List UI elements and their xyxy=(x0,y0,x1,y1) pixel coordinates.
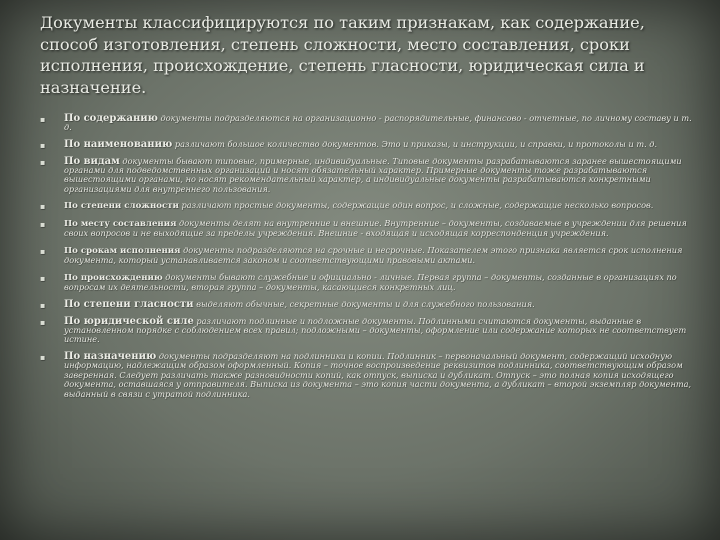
list-item-content xyxy=(40,114,698,133)
list-item-origin xyxy=(40,273,698,293)
square-bullet-icon: ▪ xyxy=(40,115,46,124)
square-bullet-icon: ▪ xyxy=(40,220,46,229)
item-text: различают простые документы, содержащие один вопрос, и сложные, содержащие несколько вопросов. xyxy=(178,200,654,211)
item-text: различают большое количество документов. Это и приказы, и инструкции, и справки, и протоколы и т. д. xyxy=(172,139,658,149)
item-text: выделяют обычные, секретные документы и для служебного пользования. xyxy=(193,299,535,309)
item-lead: По степени гласности xyxy=(64,299,194,310)
item-lead: По видам xyxy=(64,155,120,167)
item-text: документы подразделяются на срочные и несрочные. Показателем этого признака является срок исполнения документа, который устанавливается законом и соответствующими правовыми актами. xyxy=(64,245,683,266)
list-item-types xyxy=(40,157,698,195)
square-bullet-icon: ▪ xyxy=(40,202,46,212)
item-lead: По юридической силе xyxy=(64,315,194,327)
list-item-place xyxy=(40,219,698,239)
list-item-purpose xyxy=(40,352,698,399)
list-item-deadlines xyxy=(40,246,698,266)
item-lead: По назначению xyxy=(64,351,157,362)
item-lead: По наименованию xyxy=(64,139,173,150)
item-lead: По месту составления xyxy=(64,219,177,229)
square-bullet-icon: ▪ xyxy=(40,353,46,362)
classification-list xyxy=(40,114,698,399)
square-bullet-icon: ▪ xyxy=(40,247,46,256)
square-bullet-icon: ▪ xyxy=(40,301,46,310)
item-text: документы подразделяются на организационно - распорядительные, финансово - отчетные, по личному составу и т. д. xyxy=(64,113,692,133)
item-text: документы подразделяют на подлинники и копии. Подлинник – первоначальный документ, содержащий исходную информацию, надлежащим образом оформленный. Копия – точное воспроизведение реквизитов подлинника, соответствующим образом заверенная. Следует различать также разновидности копий, как отпуск, выписка и дубликат. Отпуск – это полная копия исходящего документа, оставшаяся у отправителя. Выписка из документа – это копия части документа, а дубликат – второй экземпляр документа, выданный в связи с утратой подлинника. xyxy=(64,351,692,399)
item-text: различают подлинные и подложные документы. Подлинными считаются документы, выданные в установленном порядке с соблюдением всех правил; подложными – документы, оформление или содержание которых не соответствует истине. xyxy=(64,315,687,345)
item-text: документы бывают служебные и официально - личные. Первая группа – документы, созданные в организациях по вопросам их деятельности, вторая группа – документы, касающиеся конкретных лиц. xyxy=(64,272,677,293)
square-bullet-icon: ▪ xyxy=(40,157,46,167)
item-lead: По степени сложности xyxy=(64,201,179,212)
item-text: документы бывают типовые, примерные, индивидуальные. Типовые документы разрабатываются заранее вышестоящими органами для подведомственных организаций и носят обязательный характер. Примерные документы тоже разрабатываются вышестоящими органами, но носят рекомендательный характер, а индивидуальные документы разрабатываются конкретными организациями для внутреннего пользования. xyxy=(64,155,682,194)
list-item-complexity xyxy=(40,201,698,211)
slide-title: Документы классифицируются по таким признакам, как содержание, способ изготовления, степень сложности, место составления, сроки исполнения, происхождение, степень гласности, юридическая сила и назначение. xyxy=(40,13,645,97)
square-bullet-icon: ▪ xyxy=(40,141,46,150)
item-text: документы делят на внутренние и внешние. Внутренние – документы, создаваемые в учреждении для решения своих вопросов и не выходящие за пределы учреждения. Внешние - входящая и исходящая корреспонденция учреждения. xyxy=(64,218,687,239)
list-item-legal-force xyxy=(40,317,698,345)
list-item-name xyxy=(40,140,698,149)
square-bullet-icon: ▪ xyxy=(40,274,46,283)
list-item-publicity xyxy=(40,300,698,309)
item-lead: По содержанию xyxy=(64,113,158,124)
square-bullet-icon: ▪ xyxy=(40,317,46,327)
item-lead: По происхождению xyxy=(64,273,163,283)
item-lead: По срокам исполнения xyxy=(64,246,181,256)
